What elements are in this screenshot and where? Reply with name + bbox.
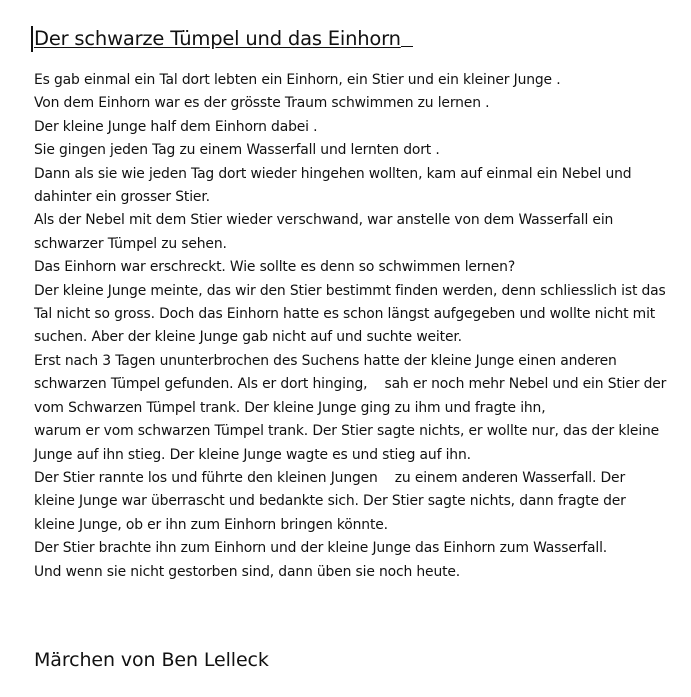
story-line: kleine Junge war überrascht und bedankte sich. Der Stier sagte nichts, dann fragte der (34, 493, 626, 510)
story-line: Dann als sie wie jeden Tag dort wieder hingehen wollten, kam auf einmal ein Nebel und (34, 165, 632, 182)
story-line: Erst nach 3 Tagen ununterbrochen des Suchens hatte der kleine Junge einen anderen (34, 352, 617, 369)
story-line: Es gab einmal ein Tal dort lebten ein Einhorn, ein Stier und ein kleiner Junge . (34, 72, 561, 88)
story-line: Der kleine Junge meinte, das wir den Stier bestimmt finden werden, denn schliesslich ist das (34, 282, 666, 299)
story-line: vom Schwarzen Tümpel trank. Der kleine Junge ging zu ihm und fragte ihn, (34, 399, 546, 416)
story-line: Junge auf ihn stieg. Der kleine Junge wagte es und stieg auf ihn. (34, 446, 471, 463)
story-line: kleine Junge, ob er ihn zum Einhorn bringen könnte. (34, 516, 388, 533)
story-line: Der Stier rannte los und führte den kleinen Jungen zu einem anderen Wasserfall. Der (34, 469, 626, 486)
story-line: warum er vom schwarzen Tümpel trank. Der Stier sagte nichts, er wollte nur, das der kleine (34, 423, 660, 440)
story-line: Und wenn sie nicht gestorben sind, dann üben sie noch heute. (34, 563, 461, 580)
document-title (31, 26, 413, 52)
story-line: Der Stier brachte ihn zum Einhorn und der kleine Junge das Einhorn zum Wasserfall. (34, 540, 608, 557)
story-body (34, 69, 684, 584)
story-line: Von dem Einhorn war es der grösste Traum schwimmen zu lernen . (34, 95, 490, 112)
story-line: Sie gingen jeden Tag zu einem Wasserfall und lernten dort . (34, 142, 440, 159)
title-text: Der schwarze Tümpel und das Einhorn (34, 27, 401, 50)
author-credit: Märchen von Ben Lelleck (34, 649, 269, 671)
story-line: dahinter ein grosser Stier. (34, 189, 210, 206)
story-line: Das Einhorn war erschreckt. Wie sollte es denn so schwimmen lernen? (34, 259, 516, 276)
story-line: schwarzer Tümpel zu sehen. (34, 235, 227, 252)
title-underline-trail (401, 26, 413, 47)
story-line: suchen. Aber der kleine Junge gab nicht auf und suchte weiter. (34, 329, 462, 346)
story-line: Als der Nebel mit dem Stier wieder verschwand, war anstelle von dem Wasserfall ein (34, 212, 614, 229)
story-line: Tal nicht so gross. Doch das Einhorn hatte es schon längst aufgegeben und wollte nicht mit (34, 306, 656, 323)
story-line: schwarzen Tümpel gefunden. Als er dort hinging, sah er noch mehr Nebel und ein Stier der (34, 376, 667, 393)
story-line: Der kleine Junge half dem Einhorn dabei . (34, 118, 318, 135)
